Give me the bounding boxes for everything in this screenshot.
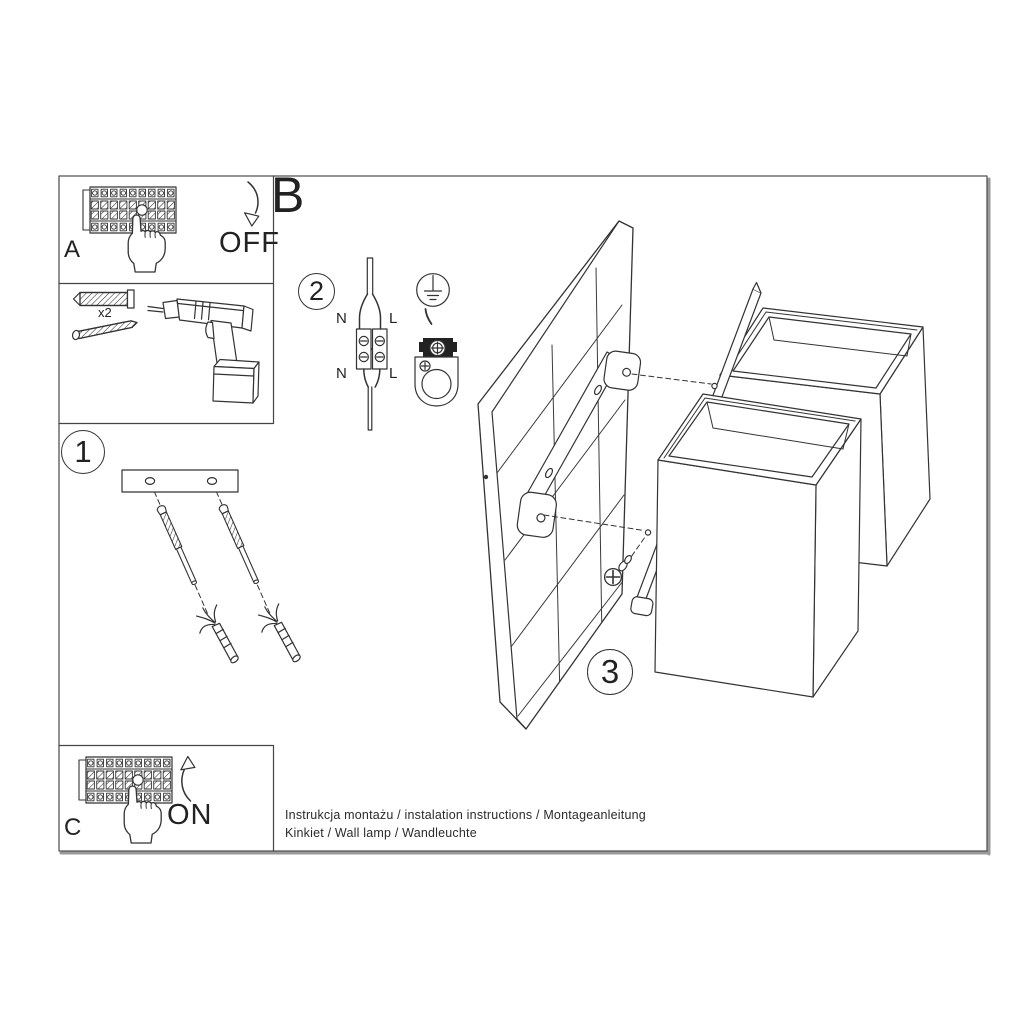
step-2-badge: 2 bbox=[298, 273, 335, 310]
ground-clamp-icon bbox=[415, 309, 458, 406]
step2-illustration bbox=[357, 258, 459, 430]
off-label: OFF bbox=[219, 227, 280, 259]
mounting-plate-icon bbox=[122, 470, 238, 492]
step-3-badge: 3 bbox=[587, 649, 633, 695]
wire-neutral-bottom-label: N bbox=[336, 365, 347, 382]
caption-line-2: Kinkiet / Wall lamp / Wandleuchte bbox=[285, 826, 477, 840]
wire-neutral-top-label: N bbox=[336, 310, 347, 327]
wire-live-top-label: L bbox=[389, 310, 398, 327]
caption-line-1: Instrukcja montażu / instalation instructions / Montageanleitung bbox=[285, 808, 646, 822]
step-1-badge: 1 bbox=[61, 430, 105, 474]
step3-illustration bbox=[478, 221, 930, 729]
on-label: ON bbox=[167, 799, 213, 831]
anchor-quantity-label: x2 bbox=[98, 305, 112, 320]
panel-a-label: A bbox=[64, 236, 81, 263]
terminal-block-icon bbox=[357, 258, 388, 430]
step1-illustration bbox=[122, 470, 303, 671]
wire-live-bottom-label: L bbox=[389, 365, 398, 382]
lamp-cube-front bbox=[655, 394, 861, 697]
ground-symbol-icon bbox=[417, 274, 450, 307]
section-b-label: B bbox=[271, 167, 305, 223]
screw-icon bbox=[72, 321, 137, 340]
drill-icon bbox=[148, 299, 259, 403]
panel-c-label: C bbox=[64, 814, 82, 841]
arrow-down-icon bbox=[245, 182, 259, 226]
arrow-up-icon bbox=[181, 757, 195, 802]
